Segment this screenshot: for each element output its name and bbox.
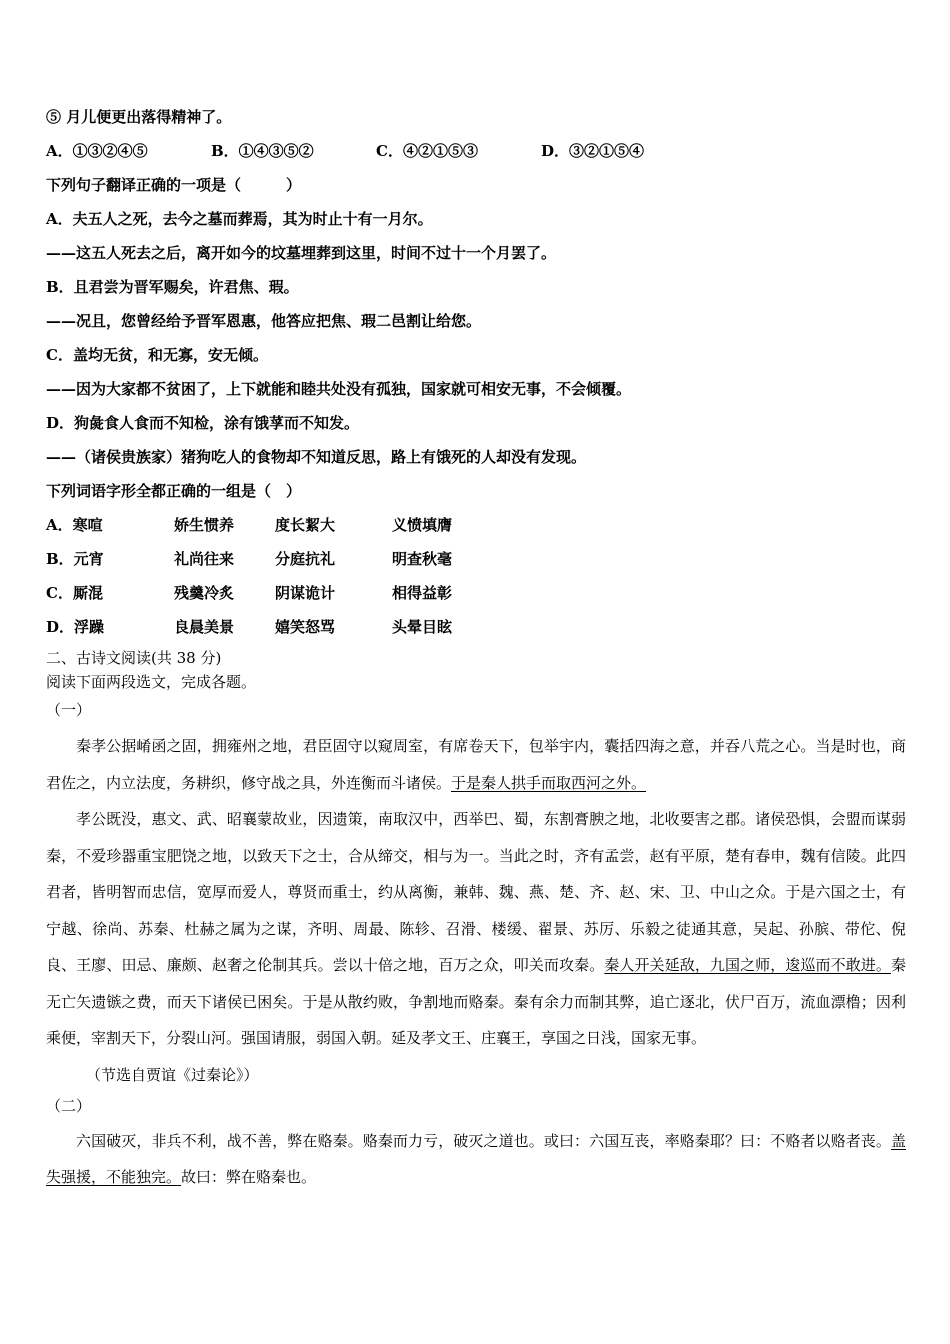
q3-c-word-4: 相得益彰 bbox=[392, 584, 453, 602]
q3-stem: 下列词语字形全都正确的一组是（ ） bbox=[46, 482, 302, 500]
q3-d-word-4: 头晕目眩 bbox=[392, 618, 453, 636]
p3-text-a: 六国破灭，非兵不利，战不善，弊在赂秦。赂秦而力亏，破灭之道也。或曰：六国互丧，率赂秦耶？曰：不赂者以赂者丧。 bbox=[76, 1131, 891, 1150]
q3-a-word-4: 义愤填膺 bbox=[392, 516, 453, 534]
q3-b-word-3: 分庭抗礼 bbox=[275, 550, 336, 568]
section-2-instruction: 阅读下面两段选文，完成各题。 bbox=[46, 673, 257, 691]
q3-b-word-4: 明查秋毫 bbox=[392, 550, 453, 568]
p2-text-b: 秦无亡矢遗镞之费，而天下诸侯已困矣。于是从散约败，争割地而赂秦。秦有余力而制其弊，追亡逐北，伏尸百万，流血漂橹；因利乘便，宰割天下，分裂山河。强国请服，弱国入朝。延及孝文王、庄襄王，享国之日浅，国家无事。 bbox=[46, 956, 906, 1047]
p3-underlined-sentence: 盖失强援，不能独完。 bbox=[46, 1131, 906, 1186]
p2-text-a: 孝公既没，惠文、武、昭襄蒙故业，因遗策，南取汉中，西举巴、蜀，东割膏腴之地，北收要害之郡。诸侯恐惧，会盟而谋弱秦，不爱珍器重宝肥饶之地，以致天下之士，合从缔交，相与为一。当此之时，齐有孟尝，赵有平原，楚有春申，魏有信陵。此四君者，皆明智而忠信，宽厚而爱人，尊贤而重士，约从离衡，兼韩、魏、燕、楚、齐、赵、宋、卫、中山之众。于是六国之士，有宁越、徐尚、苏秦、杜赫之属为之谋，齐明、周最、陈轸、召滑、楼缓、翟景、苏厉、乐毅之徒通其意，吴起、孙膑、带佗、倪良、王廖、田忌、廉颇、赵奢之伦制其兵。尝以十倍之地，百万之众，叩关而攻秦。 bbox=[46, 810, 906, 974]
q3-a-word-3: 度长絜大 bbox=[275, 516, 336, 534]
q2-stem: 下列句子翻译正确的一项是（ ） bbox=[46, 176, 302, 194]
q3-d-word-3: 嬉笑怒骂 bbox=[275, 618, 336, 636]
q3-row-b bbox=[46, 542, 906, 576]
document-page bbox=[46, 100, 906, 1196]
q3-a-word-1: A．寒喧 bbox=[46, 516, 103, 534]
passage-1-paragraph-1 bbox=[46, 728, 906, 801]
q3-b-word-1: B．元宵 bbox=[46, 550, 104, 568]
q2-option-b: B．且君尝为晋军赐矣，许君焦、瑕。 bbox=[46, 278, 299, 296]
q3-c-word-2: 残羹冷炙 bbox=[174, 584, 235, 602]
part-2-label: （二） bbox=[46, 1096, 92, 1115]
q3-d-word-2: 良晨美景 bbox=[174, 618, 235, 636]
q3-row-c bbox=[46, 576, 906, 610]
q1-options bbox=[46, 134, 906, 168]
q3-a-word-2: 娇生惯养 bbox=[174, 516, 235, 534]
q3-row-d bbox=[46, 610, 906, 644]
q3-row-a bbox=[46, 508, 906, 542]
q1-item-5: ⑤ 月儿便更出落得精神了。 bbox=[46, 108, 232, 126]
part-1-label: （一） bbox=[46, 701, 92, 719]
q1-option-b: B．①④③⑤② bbox=[211, 142, 314, 160]
p3-text-b: 故曰：弊在赂秦也。 bbox=[181, 1168, 317, 1186]
p2-underlined-sentence: 秦人开关延敌，九国之师，逡巡而不敢进。 bbox=[604, 956, 891, 974]
p1-underlined-sentence: 于是秦人拱手而取西河之外。 bbox=[451, 773, 647, 792]
q2-translation-c: ——因为大家都不贫困了，上下就能和睦共处没有孤独，国家就可相安无事，不会倾覆。 bbox=[46, 380, 632, 398]
section-2-title: 二、古诗文阅读(共 38 分) bbox=[46, 649, 222, 667]
q3-c-word-1: C．厮混 bbox=[46, 584, 103, 602]
q2-option-c: C．盖均无贫，和无寡，安无倾。 bbox=[46, 346, 268, 364]
q1-option-d: D．③②①⑤④ bbox=[541, 142, 645, 160]
q2-option-a: A．夫五人之死，去今之墓而葬焉，其为时止十有一月尔。 bbox=[46, 210, 433, 228]
q1-option-c: C．④②①⑤③ bbox=[376, 142, 478, 160]
passage-1-paragraph-2 bbox=[46, 801, 906, 1057]
q3-d-word-1: D．浮躁 bbox=[46, 618, 105, 636]
p1-text: 秦孝公据崤函之固，拥雍州之地，君臣固守以窥周室，有席卷天下，包举宇内，囊括四海之意，并吞八荒之心。当是时也，商君佐之，内立法度，务耕织，修守战之具，外连衡而斗诸侯。 bbox=[46, 737, 906, 792]
source-citation-1: （节选自贾谊《过秦论》） bbox=[86, 1065, 259, 1084]
q2-translation-d: ——（诸侯贵族家）猪狗吃人的食物却不知道反思，路上有饿死的人却没有发现。 bbox=[46, 448, 587, 466]
q2-option-d: D．狗彘食人食而不知检，涂有饿莩而不知发。 bbox=[46, 414, 360, 432]
q3-c-word-3: 阴谋诡计 bbox=[275, 584, 336, 602]
q1-option-a: A．①③②④⑤ bbox=[46, 142, 148, 160]
q2-translation-b: ——况且，您曾经给予晋军恩惠，他答应把焦、瑕二邑割让给您。 bbox=[46, 312, 482, 330]
passage-2-paragraph-1 bbox=[46, 1123, 906, 1196]
q2-translation-a: ——这五人死去之后，离开如今的坟墓埋葬到这里，时间不过十一个月罢了。 bbox=[46, 244, 557, 262]
q3-b-word-2: 礼尚往来 bbox=[174, 550, 235, 568]
